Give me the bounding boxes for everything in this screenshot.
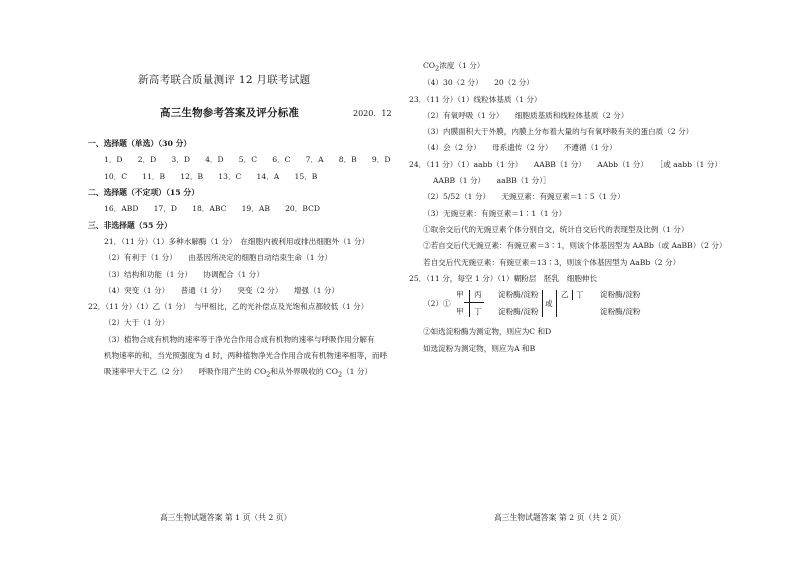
- grid-ding: 丁: [474, 307, 482, 316]
- q21-line-4: （4）突变（1 分） 普通（1 分） 突变（2 分） 增强（1 分）: [104, 286, 340, 295]
- subscript-2: 2: [435, 64, 440, 73]
- q21-line-1: 21．（11 分）（1）多种水解酶（1 分） 在细胞内被利用或排出细胞外（1 分）: [104, 237, 370, 246]
- page-2-footer: 高三生物试题答案 第 2 页（共 2 页）: [494, 513, 626, 522]
- grid-vertical-divider: [469, 290, 470, 317]
- q22-line-4: 机物速率的和，当光照强度为 d 时，两种植物净光合作用合成有机物速率相等，而呼: [104, 351, 388, 360]
- mc-answers-row-2: 10．C 11．B 12．B 13．C 14．A 15．B: [104, 172, 318, 181]
- grid-yi: 乙: [561, 290, 569, 299]
- co2-line: [423, 61, 484, 74]
- section-2-heading: 二、选择题（不定项）（15 分）: [88, 188, 200, 197]
- q22-line-5: [104, 367, 372, 380]
- q22-line-3: （3）植物合成有机物的速率等于净光合作用合成有机物的速率与呼吸作用分解有: [104, 335, 375, 344]
- q22-line-5-part-a: 吸速率甲大于乙（2 分） 呼吸作用产生的 CO: [104, 367, 267, 376]
- exam-date: 2020．12: [353, 109, 392, 118]
- grid-bing: 丙: [474, 290, 482, 299]
- enzyme-starch-label-2: 淀粉酶/淀粉: [498, 307, 539, 316]
- exam-title: 新高考联合质量测评 12 月联考试题: [138, 74, 311, 86]
- page-1-footer: 高三生物试题答案 第 1 页（共 2 页）: [160, 513, 292, 522]
- q25-line-3: ②如选淀粉酶为测定物，则应为C 和D: [423, 327, 552, 336]
- bracket-right: [556, 290, 557, 317]
- subscript-2: 2: [266, 370, 271, 379]
- multi-answers-row: 16．ABD 17．D 18．ABC 19．AB 20．BCD: [104, 204, 320, 213]
- co2-line-rest: 浓度（1 分）: [439, 61, 485, 70]
- enzyme-starch-label-4: 淀粉酶/淀粉: [600, 307, 641, 316]
- q25-line-1: 25．（11 分，每空 1 分）（1）糊粉层 胚乳 细胞伸长: [409, 274, 598, 283]
- q23-line-3: （3）内膜面积大于外膜，内膜上分布着大量的与有氧呼吸有关的蛋白质（2 分）: [423, 127, 694, 136]
- enzyme-starch-label-3: 淀粉酶/淀粉: [600, 290, 641, 299]
- grid-jia-bottom: 甲: [456, 307, 464, 316]
- grid-yi-divider: [572, 290, 573, 300]
- q22-line-5-part-b: 和从外界吸收的 CO: [270, 367, 338, 376]
- q22-line-2: （2）大于（1 分）: [104, 318, 170, 327]
- q22-line-6: （4）30（2 分） 20（2 分）: [423, 78, 534, 87]
- q22-line-1: 22．（11 分）（1）乙（1 分） 与甲相比，乙的光补偿点及光饱和点都较低（1 分）: [88, 302, 369, 311]
- q24-line-2: AABB（1 分） aaBB（1 分）］: [433, 176, 551, 185]
- subscript-2: 2: [337, 370, 343, 379]
- q21-line-3: （3）结构和功能（1 分） 协调配合（1 分）: [104, 270, 264, 279]
- grid-ding-2: 丁: [576, 290, 584, 299]
- section-3-heading: 三、非选择题（55 分）: [88, 221, 172, 230]
- q24-line-1: 24．（11 分）（1）aabb（1 分） AABB（1 分） AAbb（1 分） ［或 aabb（1 分）: [409, 160, 722, 169]
- enzyme-starch-label-1: 淀粉酶/淀粉: [498, 290, 539, 299]
- q24-line-3: （2）5/52（1 分） 无豌豆素：有豌豆素＝1∶5（1 分）: [423, 192, 625, 201]
- q25-line-4: 如选淀粉为测定物，则应为A 和B: [423, 344, 536, 353]
- q23-line-1: 23．（11 分）（1）线粒体基质（1 分）: [409, 95, 542, 104]
- bracket-left: [542, 290, 543, 317]
- grid-horizontal-divider: [464, 302, 484, 303]
- or-label: 或: [545, 299, 553, 308]
- q21-line-2: （2）有利于（1 分） 由基因所决定的细胞自动结束生命（1 分）: [104, 253, 333, 262]
- section-1-heading: 一、选择题（单选）（30 分）: [88, 139, 192, 148]
- q22-line-5-part-c: （1 分）: [342, 367, 373, 376]
- q24-line-4: （3）无豌豆素：有豌豆素＝1∶1（1 分）: [423, 209, 567, 218]
- q23-line-4: （4）会（2 分） 母系遗传（2 分） 不遵循（1 分）: [423, 143, 617, 152]
- q25-part-2-label: （2）①: [423, 299, 451, 308]
- q24-line-6: ②若自交后代无豌豆素：有豌豆素＝3∶1，则该个体基因型为 AABb（或 AaBB）（2 分）: [423, 241, 727, 250]
- q24-line-5: ①取余交后代的无豌豆素个体分别自交，统计自交后代的表现型及比例（1 分）: [423, 225, 689, 234]
- q23-line-2: （2）有氧呼吸（1 分） 细胞质基质和线粒体基质（2 分）: [423, 111, 629, 120]
- answer-key-title: 高三生物参考答案及评分标准: [160, 107, 300, 119]
- grid-jia-top: 甲: [456, 290, 464, 299]
- co2-text: CO: [423, 61, 436, 70]
- q24-line-7: 若自交后代无豌豆素：有豌豆素＝13∶3，则该个体基因型为 AaBb（2 分）: [423, 258, 681, 267]
- mc-answers-row-1: 1．D 2．D 3．D 4．D 5．C 6．C 7．A 8．B 9．D: [104, 155, 391, 164]
